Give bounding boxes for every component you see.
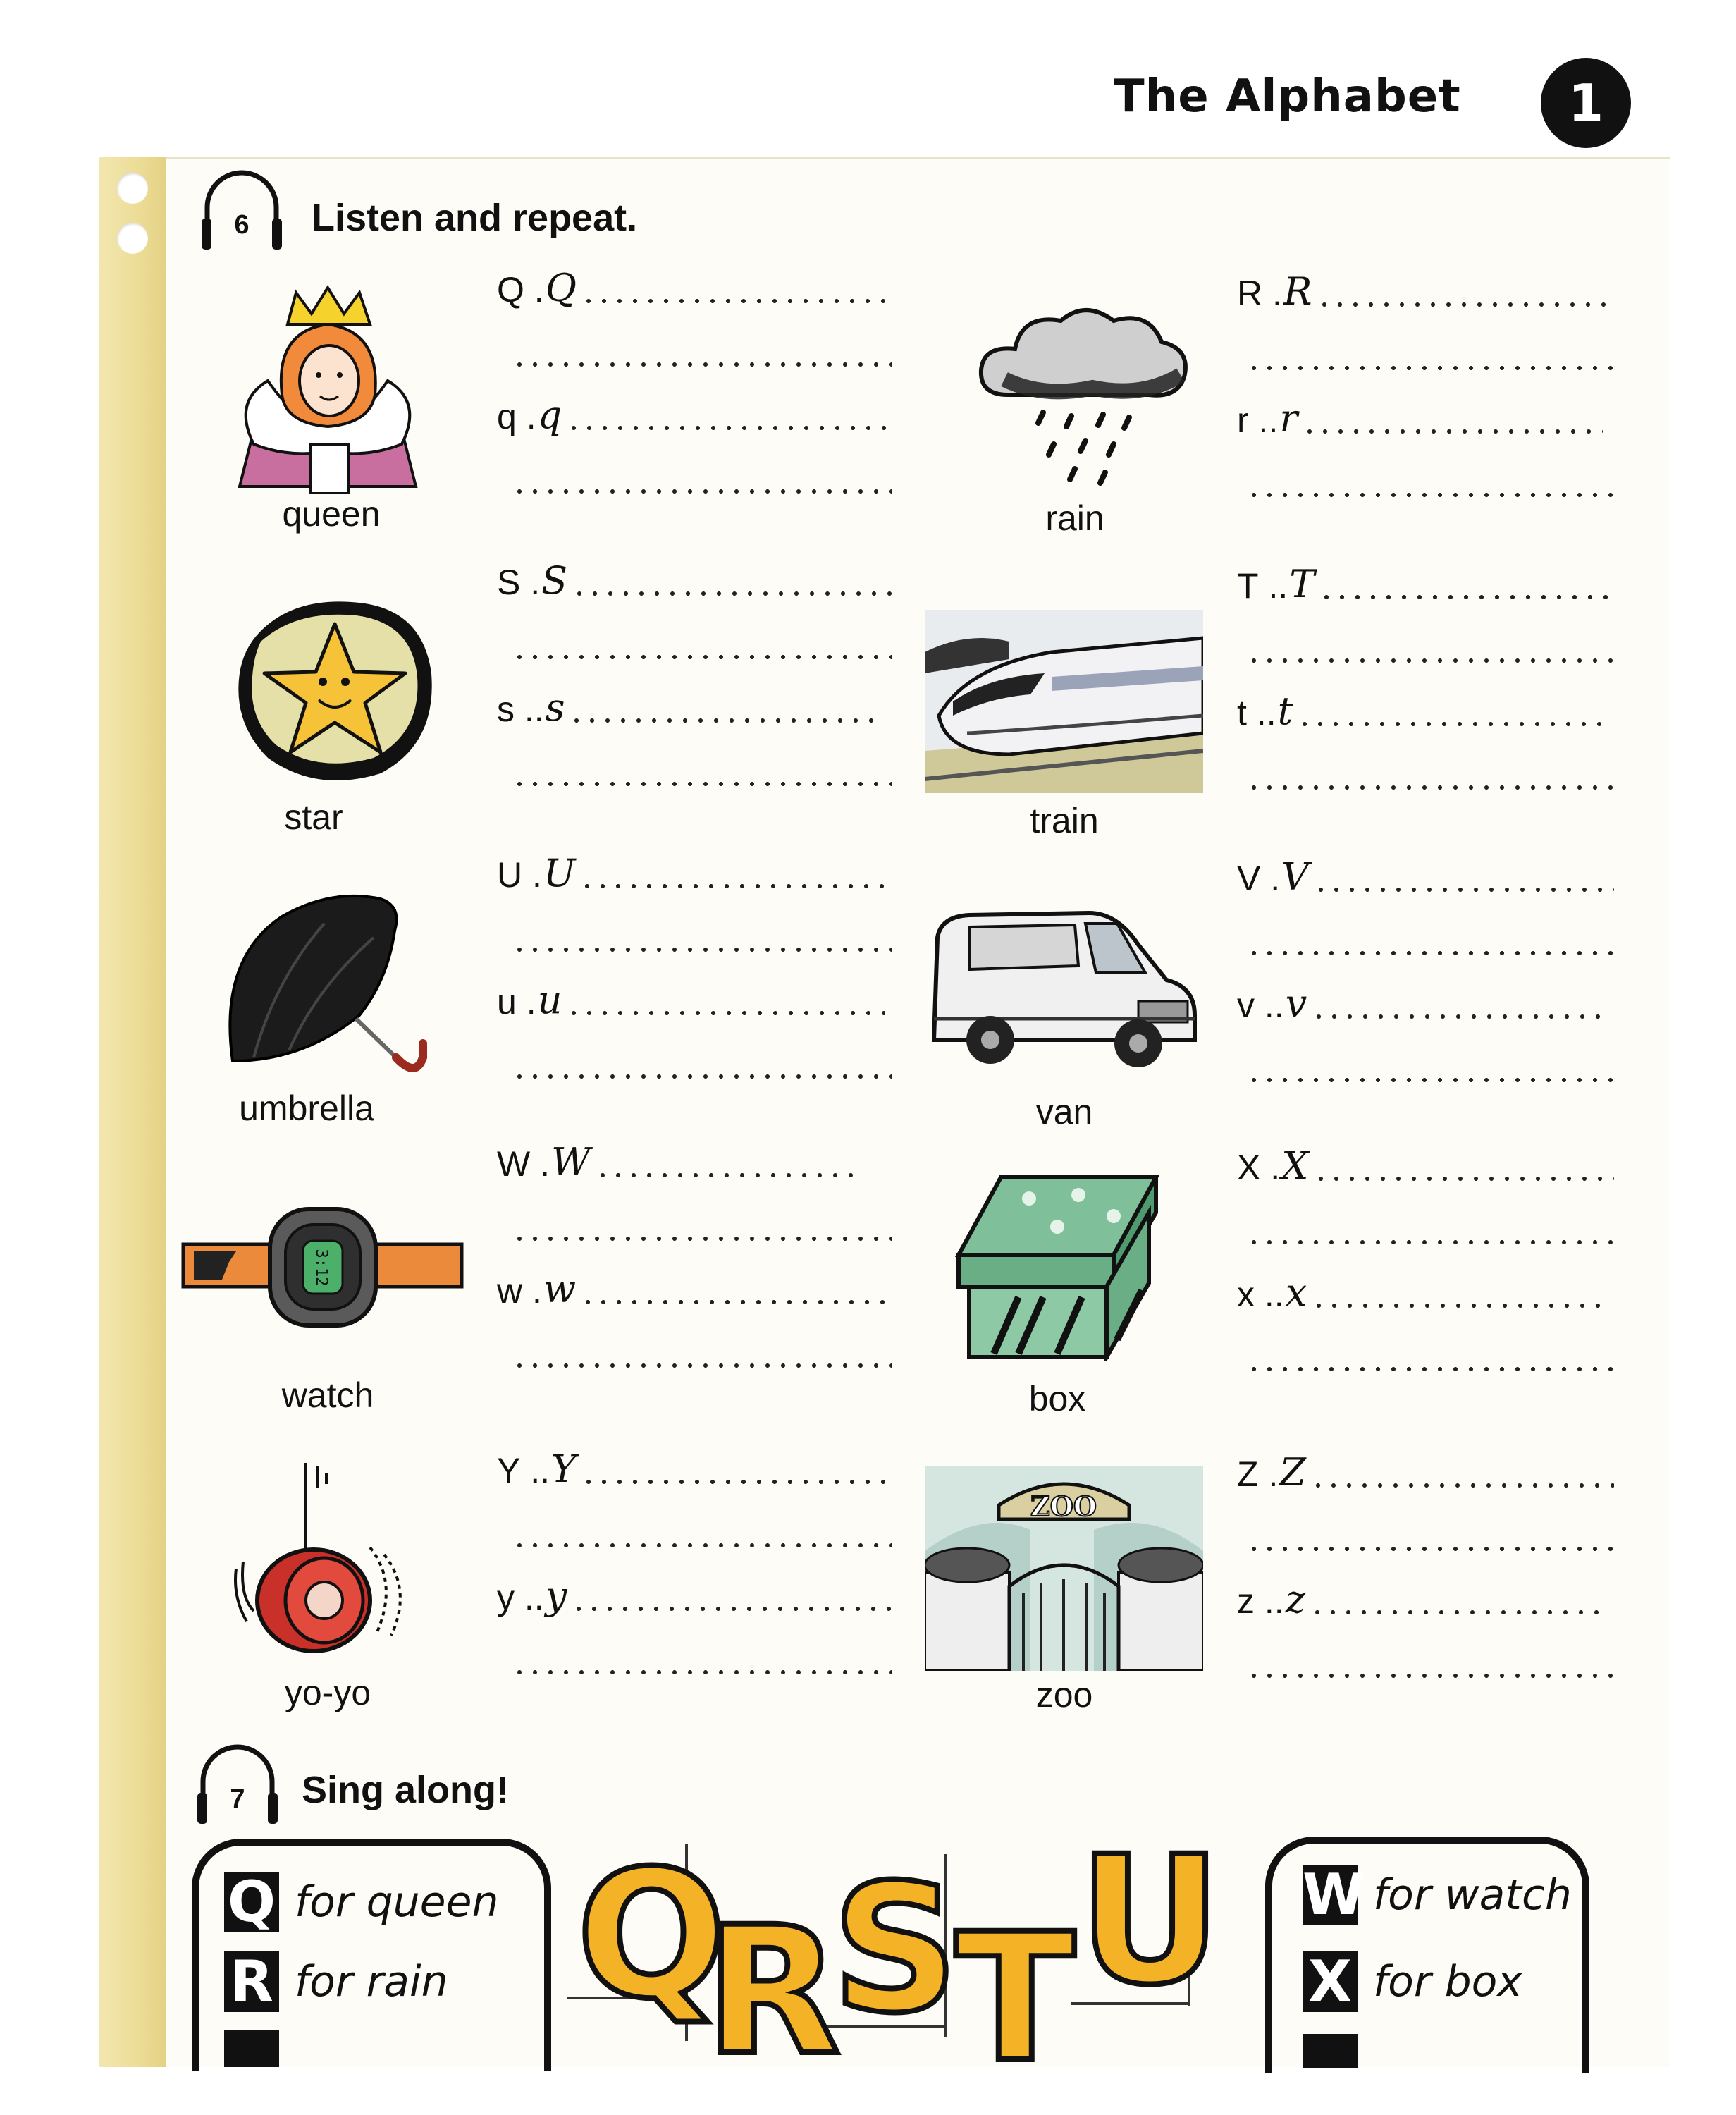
blank-writing-line[interactable] (1242, 920, 1614, 962)
song-line (1303, 1951, 1522, 2012)
printed-letter: s (497, 689, 515, 729)
letter-tile-cut-off (224, 2030, 279, 2067)
queen-illustration (190, 282, 465, 497)
printed-letter: w (497, 1271, 523, 1311)
blank-writing-line[interactable] (507, 458, 892, 501)
word-label: rain (1045, 498, 1104, 538)
handwritten-letter: v (1285, 981, 1307, 1026)
upper-writing-line[interactable]: V . V (1237, 857, 1614, 899)
printed-letter: Z (1237, 1454, 1259, 1494)
printed-letter: u (497, 982, 517, 1022)
blank-writing-line[interactable] (507, 916, 892, 959)
zoo-sign-text: ZOO (1030, 1490, 1097, 1522)
watch-display-text: 3:12 (312, 1249, 330, 1287)
printed-letter: x (1237, 1275, 1255, 1314)
printed-letter: W (497, 1144, 531, 1184)
lower-writing-line[interactable]: x .. x (1237, 1273, 1607, 1315)
blank-writing-line[interactable] (1242, 335, 1614, 377)
song-line (1303, 1862, 1572, 1927)
word-label: umbrella (239, 1089, 374, 1128)
headphones-icon (196, 164, 288, 255)
binder-hole (117, 223, 148, 254)
yo-yo-illustration (229, 1456, 412, 1671)
blank-writing-line[interactable] (507, 1512, 892, 1555)
handwritten-letter: z (1285, 1577, 1306, 1622)
handwritten-letter: Y (551, 1447, 577, 1491)
handwritten-letter: X (1281, 1144, 1309, 1188)
word-label: box (1028, 1379, 1086, 1418)
song-lyric: for watch (1373, 1870, 1572, 1920)
handwritten-letter: w (543, 1267, 577, 1311)
page-title: The Alphabet (1114, 70, 1461, 123)
handwritten-letter: Q (545, 266, 577, 310)
printed-letter: r (1237, 400, 1249, 440)
song-line (224, 1869, 499, 1935)
exercise-instruction: Sing along! (302, 1769, 509, 1811)
lower-writing-line[interactable]: t .. t (1237, 691, 1603, 733)
handwritten-letter: R (1283, 269, 1312, 314)
word-label: van (1035, 1092, 1093, 1132)
handwritten-letter: q (537, 393, 562, 437)
handwritten-letter: t (1277, 689, 1293, 733)
printed-letter: X (1237, 1148, 1261, 1187)
blank-writing-line[interactable] (1242, 1047, 1614, 1089)
word-label: zoo (1035, 1675, 1093, 1715)
lower-writing-line[interactable]: q . q (497, 395, 892, 437)
blank-writing-line[interactable] (507, 624, 892, 666)
blank-writing-line[interactable] (507, 1332, 892, 1375)
upper-writing-line[interactable]: T .. T (1237, 564, 1614, 606)
handwritten-letter: s (545, 685, 565, 730)
blank-writing-line[interactable] (507, 1206, 892, 1248)
watch-illustration (180, 1202, 465, 1336)
handwritten-letter: y (545, 1574, 567, 1618)
word-label: star (284, 797, 343, 837)
big-letter-s: S (832, 1846, 959, 2052)
lower-writing-line[interactable]: v .. v (1237, 983, 1603, 1026)
upper-writing-line[interactable]: S . S (497, 560, 892, 603)
unit-number-badge: 1 (1541, 58, 1631, 148)
handwritten-letter: U (543, 851, 576, 895)
printed-letter: U (497, 855, 523, 895)
blank-writing-line[interactable] (1242, 462, 1614, 504)
lower-writing-line[interactable]: y .. y (497, 1576, 892, 1618)
blank-writing-line[interactable] (1242, 1209, 1614, 1251)
song-lyric: for queen (295, 1877, 499, 1927)
printed-letter: Q (497, 270, 524, 309)
binder-margin-strip (99, 157, 166, 2067)
lower-writing-line[interactable]: r .. r (1237, 398, 1603, 441)
letter-tile: Q (224, 1872, 279, 1932)
printed-letter: q (497, 397, 517, 436)
blank-writing-line[interactable] (1242, 754, 1614, 797)
letter-tile-cut-off (1303, 2034, 1358, 2068)
printed-letter: Y (497, 1451, 521, 1490)
exercise-instruction: Listen and repeat. (312, 197, 638, 239)
box-illustration (952, 1170, 1163, 1364)
train-illustration (925, 610, 1203, 797)
printed-letter: y (497, 1578, 515, 1617)
lower-writing-line[interactable]: s .. s (497, 687, 885, 730)
blank-writing-line[interactable] (507, 1639, 892, 1681)
upper-writing-line[interactable]: Y .. Y (497, 1449, 892, 1491)
handwritten-letter: W (551, 1140, 591, 1184)
big-letter-u: U (1078, 1818, 1222, 2023)
van-illustration (927, 895, 1202, 1075)
handwritten-letter: T (1289, 562, 1315, 606)
handwritten-letter: u (537, 978, 562, 1022)
printed-letter: V (1237, 859, 1261, 898)
printed-letter: t (1237, 693, 1247, 732)
big-letter-r: R (705, 1889, 841, 2094)
handwritten-letter: S (541, 558, 568, 603)
handwritten-letter: r (1279, 396, 1298, 441)
umbrella-illustration (211, 881, 437, 1082)
rain-cloud-illustration (937, 296, 1219, 504)
letter-tile: W (1303, 1862, 1365, 1927)
track-number: 6 (234, 210, 250, 240)
star-illustration (233, 589, 437, 790)
printed-letter: R (1237, 274, 1263, 313)
blank-writing-line[interactable] (1242, 1516, 1614, 1558)
letter-tile: X (1303, 1951, 1358, 2012)
handwritten-letter: V (1281, 854, 1310, 899)
lower-writing-line[interactable]: w . w (497, 1269, 892, 1311)
handwritten-letter: Z (1279, 1450, 1306, 1495)
blank-writing-line[interactable] (507, 751, 892, 793)
letter-tile: R (224, 1951, 279, 2012)
word-label: train (1030, 801, 1099, 840)
lower-writing-line[interactable]: z .. z (1237, 1579, 1607, 1622)
big-letter-t: T (955, 1896, 1076, 2101)
upper-writing-line[interactable]: X . X (1237, 1146, 1614, 1188)
upper-writing-line[interactable]: W . W (497, 1142, 863, 1184)
word-label: watch (281, 1375, 374, 1415)
upper-writing-line[interactable]: R . R (1237, 271, 1614, 314)
headphones-icon (192, 1738, 283, 1829)
song-lyric: for rain (295, 1957, 448, 2006)
upper-writing-line[interactable]: U . U (497, 853, 892, 895)
blank-writing-line[interactable] (1242, 627, 1614, 670)
track-number: 7 (230, 1784, 245, 1814)
word-label: yo-yo (284, 1673, 371, 1712)
blank-writing-line[interactable] (507, 1043, 892, 1086)
handwritten-letter: x (1285, 1270, 1307, 1315)
printed-letter: z (1237, 1581, 1255, 1621)
blank-writing-line[interactable] (1242, 1643, 1614, 1685)
upper-writing-line[interactable]: Q . Q (497, 268, 892, 310)
zoo-gate-illustration (925, 1466, 1203, 1674)
word-label: queen (282, 494, 381, 534)
lower-writing-line[interactable]: u . u (497, 980, 885, 1022)
blank-writing-line[interactable] (507, 331, 892, 374)
song-lyric: for box (1373, 1957, 1522, 2006)
upper-writing-line[interactable]: Z . Z (1237, 1452, 1614, 1495)
printed-letter: T (1237, 566, 1259, 606)
printed-letter: v (1237, 986, 1255, 1025)
printed-letter: S (497, 563, 521, 602)
big-letter-q: Q (577, 1832, 727, 2037)
blank-writing-line[interactable] (1242, 1336, 1614, 1378)
binder-hole (117, 173, 148, 204)
song-line (224, 1951, 448, 2012)
